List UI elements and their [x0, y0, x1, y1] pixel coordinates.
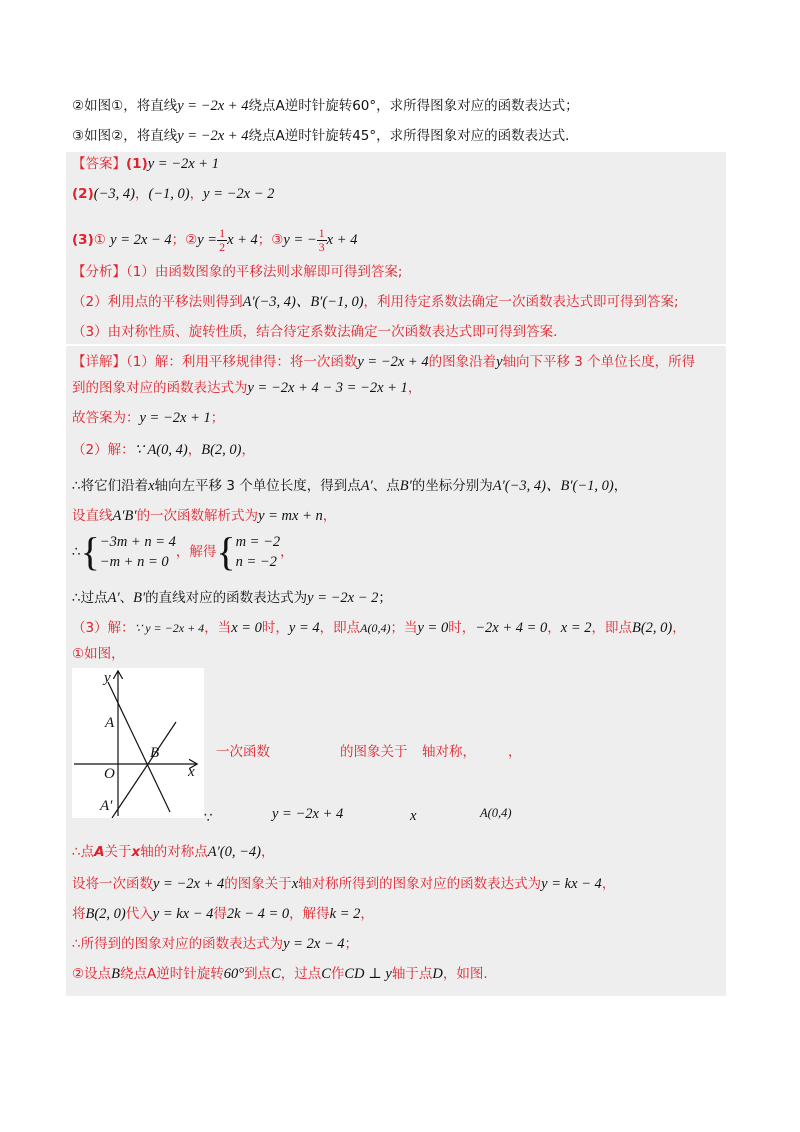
d3-eq: y = −2x + 1 — [139, 410, 211, 426]
d13-pre: 将 — [72, 906, 86, 922]
d12-eq: y = −2x + 4 — [153, 876, 225, 892]
frac-den: 3 — [318, 239, 325, 254]
question-3-line — [72, 126, 579, 146]
beside-text-2: 的图象关于 — [340, 744, 408, 760]
d12-mid: 的图象关于 — [224, 876, 292, 892]
sep: ， — [189, 186, 204, 202]
d14-post: ； — [344, 936, 359, 952]
system-solution — [236, 532, 281, 572]
d9-m7: ，即点 — [591, 620, 632, 636]
under-a: A(0,4) — [480, 806, 512, 820]
system-eq-2: −m + n = 0 — [99, 554, 169, 570]
d15-m3: ，过点 — [280, 966, 322, 982]
d11-pre: ∴点 — [72, 844, 95, 860]
question-2-line — [72, 96, 579, 116]
d9-m1: ，当 — [204, 620, 232, 636]
d12-mid2: 轴对称所得到的图象对应的函数表达式为 — [298, 876, 542, 892]
d12-pre: 设将一次函数 — [72, 876, 153, 892]
label-B: B — [150, 745, 160, 761]
d8-post: ； — [378, 590, 392, 606]
d8-eq: y = −2x − 2 — [307, 590, 379, 606]
d11-eq: A′(0, −4) — [207, 844, 261, 860]
d6-mid: 的一次函数解析式为 — [136, 508, 259, 524]
answer-part-1-eq: y = −2x + 1 — [147, 156, 219, 172]
d4-mid: ， — [187, 442, 202, 458]
d15-b: B — [111, 966, 120, 982]
d1-post: 的图象沿着 — [428, 354, 497, 370]
analysis-2-pre: （2）利用点的平移法则得到 — [72, 294, 243, 310]
d2-eq: y = −2x + 4 − 3 = −2x + 1 — [247, 380, 408, 396]
d7-post: ， — [280, 544, 294, 560]
detail-line-8 — [72, 588, 392, 608]
q3-rest: 绕点A逆时针旋转45°，求所得图象对应的函数表达式． — [248, 128, 579, 144]
d8-pre: ∴过点 — [72, 590, 108, 606]
coordinate-figure — [72, 668, 204, 818]
d11-x: x — [131, 844, 141, 860]
d6-eq: y = mx + n — [258, 508, 323, 524]
analysis-line-1 — [72, 262, 402, 282]
answer-part-3-eq-1: y = 2x − 4 — [110, 232, 172, 248]
q3-equation: y = −2x + 4 — [177, 128, 249, 144]
d8-mid2: 的直线对应的函数表达式为 — [145, 590, 308, 606]
d5-post: ， — [613, 478, 628, 494]
detail-line-6 — [72, 506, 336, 526]
q2-text: ②如图①，将直线 — [72, 98, 178, 114]
under-x: x — [410, 808, 417, 824]
detail-line-10 — [72, 644, 125, 664]
d15-m2: 到点 — [244, 966, 272, 982]
d5-pre: ∴将它们沿着 — [72, 478, 149, 494]
d7-mid: ，解得 — [175, 544, 217, 560]
d15-c2: C — [321, 966, 331, 982]
detail-label: 【详解】 — [72, 354, 126, 370]
analysis-label: 【分析】 — [72, 264, 126, 280]
d5-points: A′(−3, 4)、B′(−1, 0) — [492, 478, 614, 494]
d8-mid: 、 — [119, 590, 134, 606]
system-eq-1: −3m + n = 4 — [99, 534, 176, 550]
d15-m5: 轴于点 — [391, 966, 433, 982]
d4-post: ， — [241, 442, 255, 458]
d11-mid2: 轴的对称点 — [140, 844, 208, 860]
answer-part-2-eq: y = −2x − 2 — [203, 186, 275, 202]
beside-text-1: 一次函数 — [216, 744, 270, 760]
analysis-line-3 — [72, 322, 567, 342]
d9-e6: −2x + 4 = 0 — [475, 620, 548, 636]
d13-eq2: 2k − 4 = 0 — [226, 906, 290, 922]
detail-line-1 — [72, 352, 695, 372]
d15-pre: ②设点 — [72, 966, 112, 982]
answer-line-2 — [72, 184, 274, 204]
circled-3: ③ — [271, 232, 284, 248]
left-brace-1: { — [80, 529, 100, 574]
solution-1: m = −2 — [235, 534, 281, 550]
d13-mid3: ，解得 — [289, 906, 330, 922]
d7-pre: ∴ — [72, 544, 81, 560]
sep: ， — [134, 186, 149, 202]
analysis-2-post: ，利用待定系数法确定一次函数表达式即可得到答案; — [363, 294, 679, 310]
d1-eq: y = −2x + 4 — [357, 354, 429, 370]
d15-e2: CD ⊥ y — [344, 966, 392, 982]
d4-eq2: B(2, 0) — [201, 442, 242, 458]
d5-mid3: 的坐标分别为 — [411, 478, 493, 494]
detail-line-11 — [72, 842, 275, 862]
circled-2: ② — [185, 232, 198, 248]
d8-a: A′ — [107, 590, 120, 606]
answer-part-2-num: (2) — [72, 186, 94, 202]
d12-x: x — [291, 876, 299, 892]
answer-point-b: (−1, 0) — [148, 186, 190, 202]
d8-b: B′ — [133, 590, 146, 606]
analysis-3: （3）由对称性质、旋转性质，结合待定系数法确定一次函数表达式即可得到答案． — [72, 324, 567, 340]
d4-pre: （2）解： — [72, 442, 135, 458]
detail-line-3 — [72, 408, 224, 428]
beside-text-4: ， — [508, 744, 522, 760]
d11-mid: 关于 — [104, 844, 132, 860]
eq-2-pre: y = — [197, 232, 218, 248]
q3-text: ③如图②，将直线 — [72, 128, 178, 144]
d1-pre: （1）解：利用平移规律得：将一次函数 — [126, 354, 358, 370]
d13-mid: 代入 — [125, 906, 153, 922]
d9-e7: x = 2 — [560, 620, 592, 636]
label-A-prime: A′ — [100, 798, 113, 814]
d2-post: ， — [407, 380, 422, 396]
d3-pre: 故答案为： — [72, 410, 140, 426]
d9-m6: ， — [547, 620, 561, 636]
d2-pre: 到的图象对应的函数表达式为 — [72, 380, 248, 396]
analysis-2-points: A′(−3, 4)、B′(−1, 0) — [242, 294, 364, 310]
detail-line-15 — [72, 964, 488, 984]
frac-den: 2 — [219, 239, 226, 254]
d9-pre: （3）解： — [72, 620, 135, 636]
beside-text-3: 轴对称， — [422, 744, 476, 760]
d10-text: ①如图， — [72, 646, 125, 662]
frac-num: 1 — [318, 225, 325, 240]
answer-label: 【答案】 — [72, 156, 126, 172]
d9-m4: ；当 — [390, 620, 418, 636]
d13-b: B(2, 0) — [85, 906, 126, 922]
under-eq: y = −2x + 4 — [272, 806, 344, 822]
d13-post: ， — [360, 906, 374, 922]
d14-pre: ∴所得到的图象对应的函数表达式为 — [72, 936, 284, 952]
detail-line-5 — [72, 476, 627, 496]
d3-post: ； — [210, 410, 225, 426]
detail-line-2 — [72, 378, 421, 398]
d9-eq: ∵ y = −2x + 4 — [134, 621, 205, 635]
d9-m3: ，即点 — [319, 620, 361, 636]
d13-eq3: k = 2 — [329, 906, 361, 922]
solution-2: n = −2 — [235, 554, 277, 570]
d6-post: ， — [322, 508, 337, 524]
d5-x: x — [148, 478, 155, 494]
answer-line-1 — [72, 154, 219, 174]
analysis-line-2 — [72, 292, 679, 312]
analysis-1: （1）由函数图象的平移法则求解即可得到答案; — [126, 264, 403, 280]
detail-line-4 — [72, 440, 255, 460]
d15-m1: 绕点A逆时针旋转 — [119, 966, 224, 982]
d9-e4: A(0,4) — [360, 621, 391, 635]
label-O: O — [104, 766, 115, 782]
d15-c: C — [271, 966, 281, 982]
d11-a: A — [94, 844, 105, 860]
eq-3-post: x + 4 — [326, 232, 358, 248]
d12-post: ， — [601, 876, 616, 892]
q2-rest: 绕点A逆时针旋转60°，求所得图象对应的函数表达式； — [248, 98, 579, 114]
d9-e2: x = 0 — [231, 620, 262, 636]
d6-ab: A′B′ — [112, 508, 137, 524]
d15-d: D — [432, 966, 443, 982]
d9-e8: B(2, 0) — [632, 620, 673, 636]
system-equations — [100, 532, 176, 572]
detail-line-9 — [72, 618, 686, 638]
d1-post2: 轴向下平移 3 个单位长度，所得 — [502, 354, 696, 370]
answer-point-a: (−3, 4) — [93, 186, 135, 202]
under-because: ∵ — [204, 810, 213, 826]
d11-post: ， — [261, 844, 275, 860]
detail-line-14 — [72, 934, 358, 954]
answer-part-3-num: (3) — [72, 232, 94, 248]
frac-num: 1 — [219, 225, 226, 240]
answer-part-1-num: (1) — [126, 156, 148, 172]
d1-y: y — [496, 354, 503, 370]
eq-3-pre: y = − — [283, 232, 317, 248]
d9-m5: 时， — [448, 620, 476, 636]
d15-post: ，如图. — [442, 966, 488, 982]
d13-mid2: 得 — [213, 906, 227, 922]
d5-b: B′ — [399, 478, 412, 494]
circled-1: ① — [93, 232, 106, 248]
sep: ； — [257, 232, 272, 248]
detail-line-13 — [72, 904, 374, 924]
sep: ； — [171, 232, 186, 248]
d15-m4: 作 — [330, 966, 345, 982]
figure-svg — [72, 668, 204, 818]
d5-mid2: 、点 — [372, 478, 400, 494]
eq-2-post: x + 4 — [227, 232, 258, 248]
d15-e1: 60° — [223, 966, 245, 982]
d5-mid: 轴向左平移 3 个单位长度，得到点 — [154, 478, 361, 494]
d12-eq2: y = kx − 4 — [541, 876, 602, 892]
d6-pre: 设直线 — [72, 508, 113, 524]
line-y-neg2x-plus4 — [108, 682, 170, 812]
d9-post: ， — [672, 620, 686, 636]
answer-line-3 — [72, 222, 357, 258]
label-x: x — [188, 764, 195, 780]
label-y: y — [104, 670, 111, 686]
d9-e3: y = 4 — [288, 620, 320, 636]
fraction-one-third — [317, 227, 327, 254]
d9-m2: 时， — [261, 620, 289, 636]
d13-eq: y = kx − 4 — [152, 906, 214, 922]
q2-equation: y = −2x + 4 — [177, 98, 249, 114]
label-A: A — [105, 715, 115, 731]
left-brace-2: { — [216, 529, 236, 574]
d4-eq: ∵ A(0, 4) — [134, 442, 188, 458]
d5-a: A′ — [360, 478, 373, 494]
fraction-one-half — [217, 227, 227, 254]
d14-eq: y = 2x − 4 — [283, 936, 345, 952]
detail-line-7 — [72, 530, 294, 574]
detail-line-12 — [72, 874, 615, 894]
d9-e5: y = 0 — [417, 620, 449, 636]
